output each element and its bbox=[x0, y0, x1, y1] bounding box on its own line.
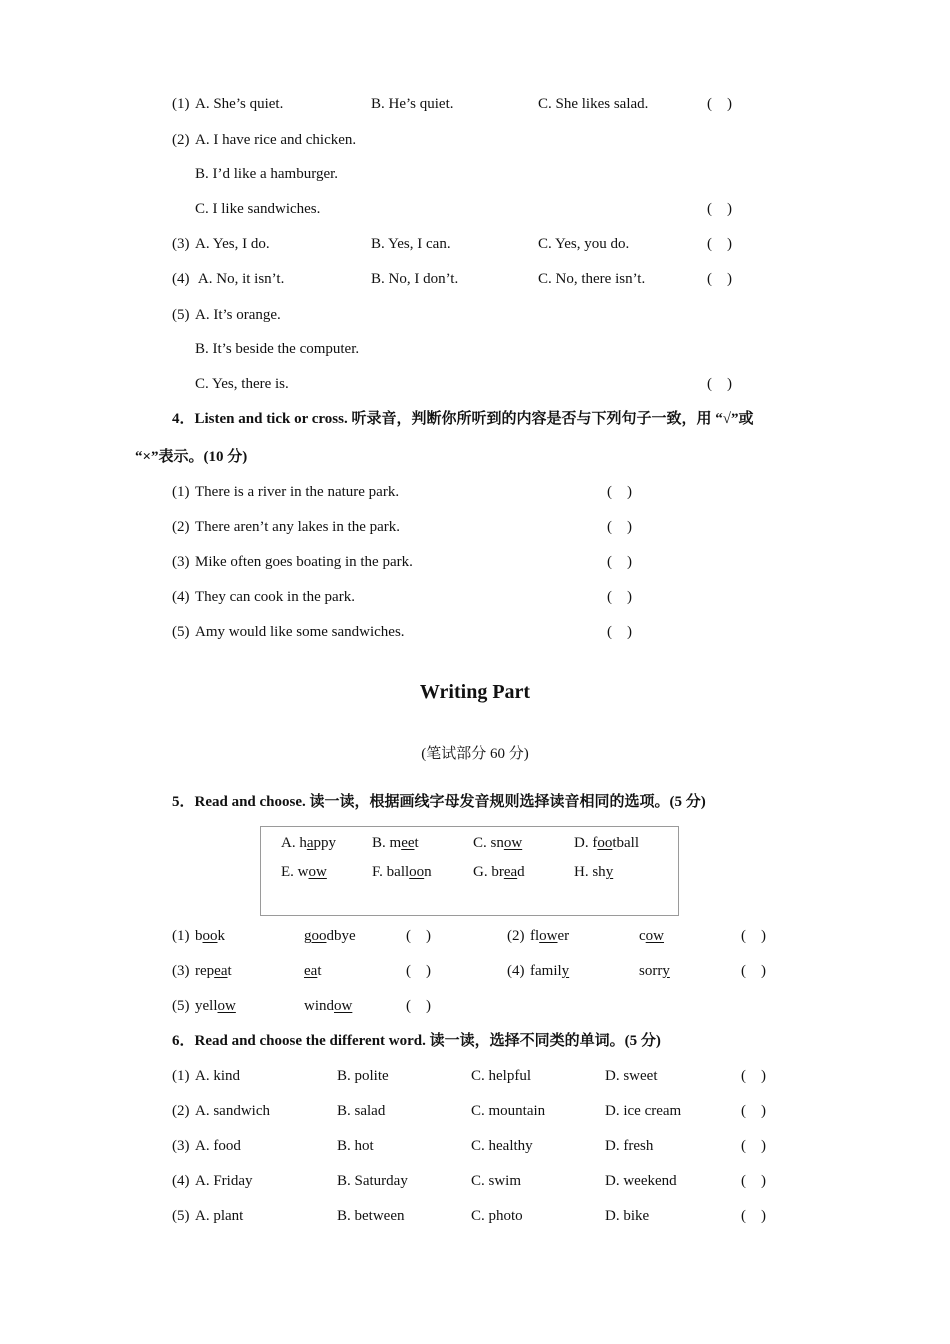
q3-item-3-option-a: A. Yes, I do. bbox=[195, 236, 270, 252]
q5-item-4-word-1: family bbox=[530, 963, 570, 979]
q6-item-5-option-a: A. plant bbox=[195, 1208, 244, 1224]
q6-item-5-option-d: D. bike bbox=[605, 1208, 650, 1224]
q4-item-5-answer-paren[interactable]: ( ) bbox=[607, 624, 632, 640]
q5-item-2-word-2: cow bbox=[639, 928, 665, 944]
q5-item-5-answer-paren[interactable]: ( ) bbox=[406, 998, 431, 1014]
q5-item-3-answer-paren[interactable]: ( ) bbox=[406, 963, 431, 979]
q4-item-4-num: (4) bbox=[172, 589, 190, 605]
q5-item-5-num: (5) bbox=[172, 998, 190, 1014]
q3-item-3-answer-paren[interactable]: ( ) bbox=[707, 236, 732, 252]
q4-heading-line1: 4．Listen and tick or cross. 听录音，判断你所听到的内容是否与下列句子一致，用 “√”或 bbox=[172, 411, 754, 427]
q3-item-5-option-a: A. It’s orange. bbox=[195, 307, 281, 323]
q6-item-1-option-a: A. kind bbox=[195, 1068, 240, 1084]
q6-item-2-option-a: A. sandwich bbox=[195, 1103, 270, 1119]
q6-item-2-option-d: D. ice cream bbox=[605, 1103, 682, 1119]
q3-item-2-option-a: A. I have rice and chicken. bbox=[195, 132, 357, 148]
q6-item-3-option-d: D. fresh bbox=[605, 1138, 654, 1154]
q6-item-5-option-c: C. photo bbox=[471, 1208, 523, 1224]
q3-item-1-option-b: B. He’s quiet. bbox=[371, 96, 454, 112]
q3-item-2-option-b: B. I’d like a hamburger. bbox=[195, 166, 339, 182]
q5-option-h: H. shy bbox=[574, 864, 614, 880]
q4-item-3-text: Mike often goes boating in the park. bbox=[195, 554, 413, 570]
q5-option-c: C. snow bbox=[473, 835, 523, 851]
q3-item-4-option-a: A. No, it isn’t. bbox=[195, 271, 285, 287]
q6-item-3-option-c: C. healthy bbox=[471, 1138, 533, 1154]
q6-item-4-option-d: D. weekend bbox=[605, 1173, 677, 1189]
q5-item-4-word-2: sorry bbox=[639, 963, 670, 979]
q6-item-1-option-d: D. sweet bbox=[605, 1068, 658, 1084]
q5-item-3-word-1: repeat bbox=[195, 963, 232, 979]
q6-item-2-option-c: C. mountain bbox=[471, 1103, 546, 1119]
q3-item-1-num: (1) bbox=[172, 96, 190, 112]
q6-item-2-answer-paren[interactable]: ( ) bbox=[741, 1103, 766, 1119]
q5-option-g: G. bread bbox=[473, 864, 525, 880]
q6-item-5-num: (5) bbox=[172, 1208, 190, 1224]
q6-item-2-num: (2) bbox=[172, 1103, 190, 1119]
q6-item-5-answer-paren[interactable]: ( ) bbox=[741, 1208, 766, 1224]
q3-item-4-option-c: C. No, there isn’t. bbox=[538, 271, 646, 287]
q6-item-4-option-a: A. Friday bbox=[195, 1173, 253, 1189]
q5-item-4-answer-paren[interactable]: ( ) bbox=[741, 963, 766, 979]
q5-item-2-word-1: flower bbox=[530, 928, 570, 944]
q3-item-4-option-b: B. No, I don’t. bbox=[371, 271, 459, 287]
q5-item-2-answer-paren[interactable]: ( ) bbox=[741, 928, 766, 944]
q6-item-5-option-b: B. between bbox=[337, 1208, 405, 1224]
q5-option-e: E. wow bbox=[281, 864, 327, 880]
q4-item-5-num: (5) bbox=[172, 624, 190, 640]
q3-item-5-num: (5) bbox=[172, 307, 190, 323]
q3-item-3-num: (3) bbox=[172, 236, 190, 252]
q5-item-5-word-1: yellow bbox=[195, 998, 236, 1014]
writing-part-subtitle: (笔试部分 60 分) bbox=[421, 746, 529, 762]
q6-item-4-num: (4) bbox=[172, 1173, 190, 1189]
q6-item-4-answer-paren[interactable]: ( ) bbox=[741, 1173, 766, 1189]
q5-option-a: A. happy bbox=[281, 835, 337, 851]
q3-item-3-option-c: C. Yes, you do. bbox=[538, 236, 630, 252]
q3-item-5-answer-paren[interactable]: ( ) bbox=[707, 376, 732, 392]
q6-item-2-option-b: B. salad bbox=[337, 1103, 386, 1119]
q6-item-4-option-b: B. Saturday bbox=[337, 1173, 408, 1189]
q4-item-1-answer-paren[interactable]: ( ) bbox=[607, 484, 632, 500]
q4-item-2-answer-paren[interactable]: ( ) bbox=[607, 519, 632, 535]
q3-item-3-option-b: B. Yes, I can. bbox=[371, 236, 451, 252]
q5-item-4-num: (4) bbox=[507, 963, 525, 979]
q6-item-3-option-b: B. hot bbox=[337, 1138, 374, 1154]
q6-item-3-option-a: A. food bbox=[195, 1138, 241, 1154]
q3-item-1-answer-paren[interactable]: ( ) bbox=[707, 96, 732, 112]
q5-item-1-answer-paren[interactable]: ( ) bbox=[406, 928, 431, 944]
q4-item-2-text: There aren’t any lakes in the park. bbox=[195, 519, 401, 535]
q3-item-4-answer-paren[interactable]: ( ) bbox=[707, 271, 732, 287]
q4-item-4-answer-paren[interactable]: ( ) bbox=[607, 589, 632, 605]
q5-option-b: B. meet bbox=[372, 835, 419, 851]
q4-item-2-num: (2) bbox=[172, 519, 190, 535]
q6-item-4-option-c: C. swim bbox=[471, 1173, 522, 1189]
q5-option-f: F. balloon bbox=[372, 864, 432, 880]
q3-item-2-num: (2) bbox=[172, 132, 190, 148]
q4-item-4-text: They can cook in the park. bbox=[195, 589, 355, 605]
q6-heading: 6．Read and choose the different word. 读一读，选择不同类的单词。(5 分) bbox=[172, 1033, 661, 1049]
q4-heading-line2: “×”表示。(10 分) bbox=[135, 449, 248, 465]
writing-part-title: Writing Part bbox=[419, 681, 531, 703]
q3-item-4-num: (4) bbox=[172, 271, 190, 287]
q4-item-1-num: (1) bbox=[172, 484, 190, 500]
q4-item-3-num: (3) bbox=[172, 554, 190, 570]
q6-item-1-num: (1) bbox=[172, 1068, 190, 1084]
q4-item-5-text: Amy would like some sandwiches. bbox=[195, 624, 405, 640]
q5-item-1-num: (1) bbox=[172, 928, 190, 944]
q3-item-2-answer-paren[interactable]: ( ) bbox=[707, 201, 732, 217]
q3-item-1-option-c: C. She likes salad. bbox=[538, 96, 649, 112]
q3-item-1-option-a: A. She’s quiet. bbox=[195, 96, 284, 112]
q3-item-5-option-c: C. Yes, there is. bbox=[195, 376, 289, 392]
q6-item-1-answer-paren[interactable]: ( ) bbox=[741, 1068, 766, 1084]
q3-item-5-option-b: B. It’s beside the computer. bbox=[195, 341, 360, 357]
q5-item-3-num: (3) bbox=[172, 963, 190, 979]
q5-option-d: D. football bbox=[574, 835, 640, 851]
q5-item-5-word-2: window bbox=[304, 998, 353, 1014]
q5-item-2-num: (2) bbox=[507, 928, 525, 944]
q6-item-1-option-b: B. polite bbox=[337, 1068, 389, 1084]
q6-item-3-num: (3) bbox=[172, 1138, 190, 1154]
q5-item-1-word-2: goodbye bbox=[304, 928, 356, 944]
q5-item-1-word-1: book bbox=[195, 928, 225, 944]
q6-item-1-option-c: C. helpful bbox=[471, 1068, 531, 1084]
q4-item-3-answer-paren[interactable]: ( ) bbox=[607, 554, 632, 570]
q5-item-3-word-2: eat bbox=[304, 963, 322, 979]
q3-item-2-option-c: C. I like sandwiches. bbox=[195, 201, 321, 217]
q5-heading: 5．Read and choose. 读一读，根据画线字母发音规则选择读音相同的选项。(5 分) bbox=[172, 794, 706, 810]
q6-item-3-answer-paren[interactable]: ( ) bbox=[741, 1138, 766, 1154]
q4-item-1-text: There is a river in the nature park. bbox=[195, 484, 400, 500]
